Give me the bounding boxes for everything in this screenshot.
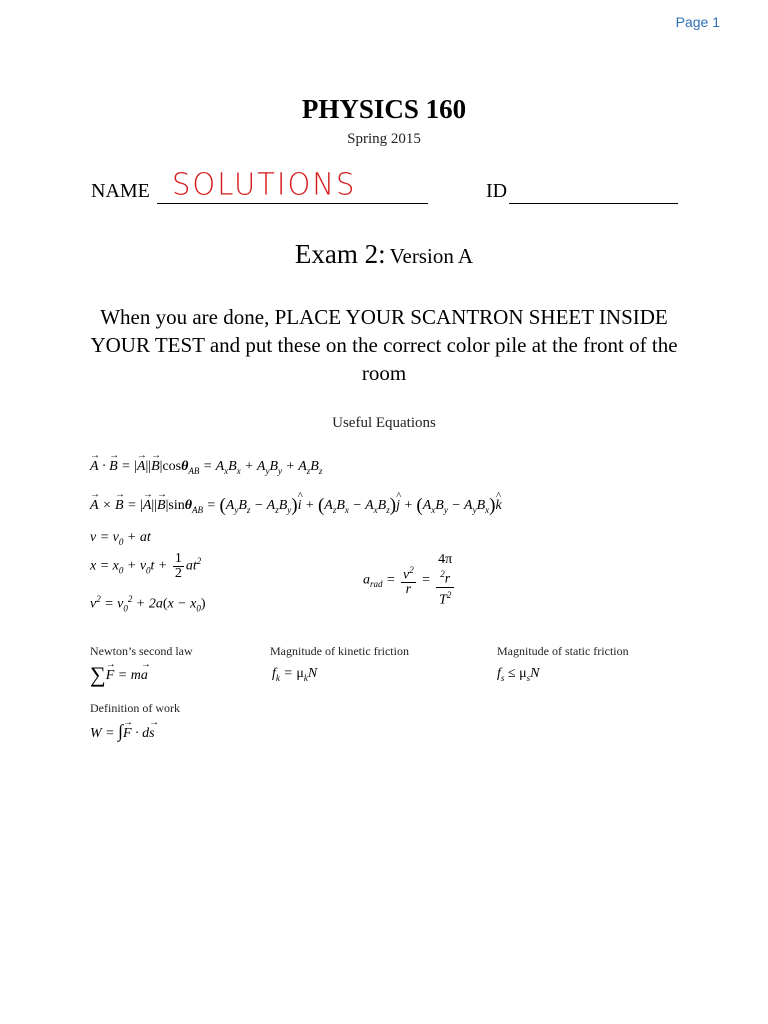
- dot-product-equation: → A · → B = |→ $A||\to B|\cos\theta_{AB} = A_xB_x + A_yB_y + A_zB_z$: [90, 459, 322, 476]
- cross-product-equation: → A × → B = |→ $A||\to B|\sin\theta_{AB} = (A_yB_z$ − $A_zB_y)\^{}$ $i + (A_zB_x$ − $A_xB_z)\^{}$ $j + (A_xB_y$ − $A_yB_x)\^{}$ k: [90, 495, 502, 517]
- position-equation: $x = x_0 + v_0t$ + $\frac{1}{2}$ $at^2$: [90, 551, 202, 581]
- newton-law-label: Newton’s second law: [90, 644, 193, 658]
- page-number-label: Page 1: [675, 14, 720, 30]
- static-friction-label: Magnitude of static friction: [497, 644, 629, 658]
- kinetic-friction-label: Magnitude of kinetic friction: [270, 644, 409, 658]
- useful-equations-heading: Useful Equations: [332, 415, 436, 431]
- velocity-equation: $v = v_0$ + at: [90, 530, 151, 547]
- exam-number: Exam 2:: [294, 239, 386, 269]
- velocity-squared-equation: $v^2 = v_0^2 + 2a(x - x_0)$: [90, 594, 206, 614]
- name-field-line[interactable]: [157, 203, 428, 204]
- exam-version: Version A: [389, 244, 474, 268]
- course-title: PHYSICS 160: [301, 94, 467, 124]
- id-field-line[interactable]: [509, 203, 678, 204]
- term-label: Spring 2015: [347, 131, 421, 147]
- radial-acceleration-equation: $a_{rad}$ = $\frac{v^2}{r}$ = 4π $^2$r $T^2$: [363, 552, 453, 608]
- id-label: ID: [486, 180, 508, 202]
- exam-instructions: When you are done, PLACE YOUR SCANTRON SHEET INSIDE YOUR TEST and put these on the correct color pile at the front of the room: [90, 305, 678, 385]
- kinetic-friction-equation: $f_k = \mu_kN$: [272, 666, 318, 683]
- work-definition-label: Definition of work: [90, 701, 180, 715]
- name-handwritten-value: SOLUTIONS: [172, 166, 357, 202]
- name-label: NAME: [91, 180, 150, 202]
- static-friction-equation: $f_s \le \mu_sN$: [497, 666, 540, 683]
- newton-second-law-equation: ∑→ F = m→ a: [90, 662, 148, 688]
- exam-title: [0, 239, 768, 270]
- work-equation: W = ∫→ F · d→ s: [90, 721, 155, 742]
